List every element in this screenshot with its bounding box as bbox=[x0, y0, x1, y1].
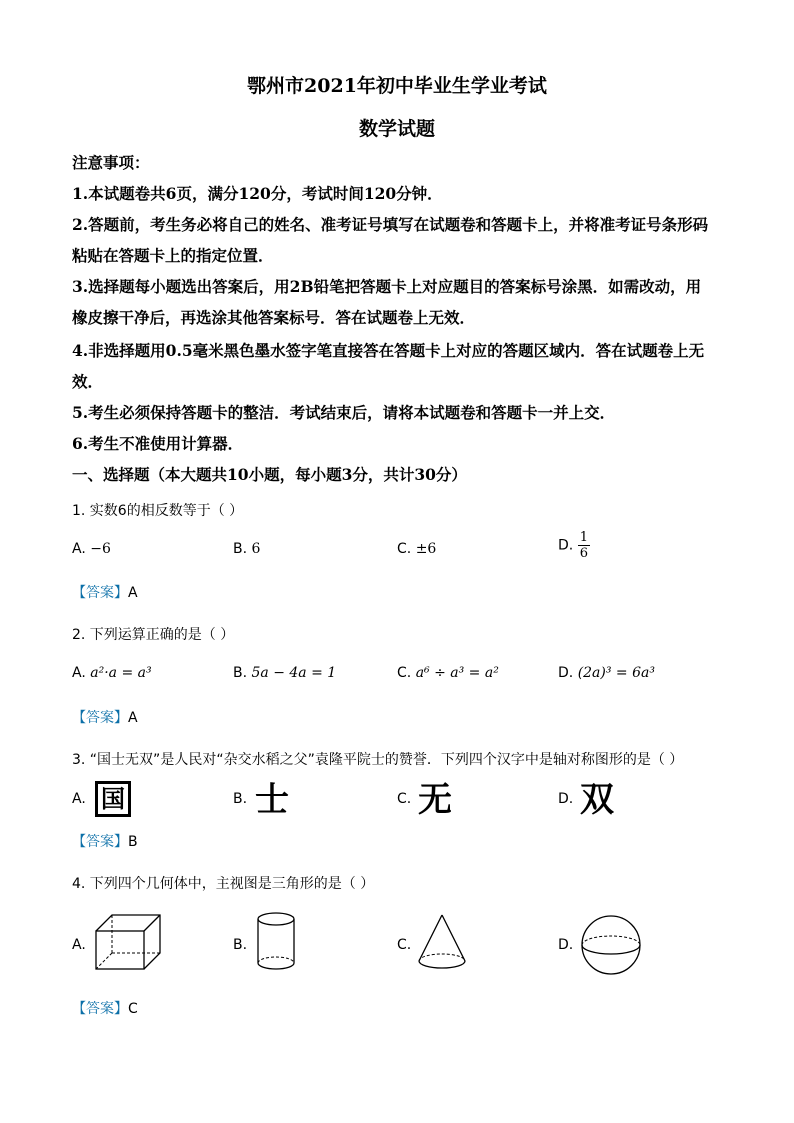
option-1-b bbox=[233, 541, 260, 557]
question-stem-2: 2. 下列运算正确的是（ ） bbox=[72, 627, 235, 643]
answer-line-4 bbox=[72, 998, 138, 1018]
note-item: 效． bbox=[72, 372, 104, 391]
option-1-c bbox=[397, 541, 436, 557]
cube-icon bbox=[92, 911, 164, 973]
option-label: D. bbox=[558, 665, 574, 681]
option-text: 6 bbox=[251, 541, 261, 557]
answer-tag: 【答案】 bbox=[72, 1001, 128, 1017]
question-stem-1: 1. 实数6的相反数等于（ ） bbox=[72, 503, 244, 519]
option-2-a bbox=[72, 665, 152, 681]
note-item: 5.考生必须保持答题卡的整洁．考试结束后，请将本试题卷和答题卡一并上交． bbox=[72, 403, 616, 422]
fraction bbox=[578, 530, 590, 561]
section-heading: 一、选择题（本大题共10小题，每小题3分，共计30分） bbox=[72, 465, 467, 484]
option-label: C. bbox=[397, 541, 412, 557]
answer-tag: 【答案】 bbox=[72, 834, 128, 850]
cone-icon bbox=[415, 911, 469, 973]
answer-value: A bbox=[128, 585, 138, 601]
question-stem-3: 3. “国士无双”是人民对“杂交水稻之父”袁隆平院士的赞誉．下列四个汉字中是轴对称图形的是（ ） bbox=[72, 752, 684, 768]
page-title: 鄂州市2021年初中毕业生学业考试 bbox=[247, 75, 547, 97]
page-subtitle: 数学试题 bbox=[358, 118, 435, 140]
option-1-a bbox=[72, 541, 111, 557]
question-stem-4: 4. 下列四个几何体中，主视图是三角形的是（ ） bbox=[72, 876, 375, 892]
option-text: (2a)³ = 6a³ bbox=[577, 665, 655, 681]
option-label: B. bbox=[233, 541, 248, 557]
option-label: B. bbox=[233, 665, 248, 681]
option-3-d-label: D. bbox=[558, 791, 574, 807]
option-4-c-label: C. bbox=[397, 937, 412, 953]
option-label: C. bbox=[397, 665, 412, 681]
option-text: a⁶ ÷ a³ = a² bbox=[415, 665, 499, 681]
glyph-shuang: 双 bbox=[580, 780, 614, 820]
answer-tag: 【答案】 bbox=[72, 710, 128, 726]
cylinder-icon bbox=[255, 911, 297, 973]
fraction-denominator: 6 bbox=[579, 546, 588, 561]
answer-line-2 bbox=[72, 707, 138, 727]
glyph-guo-inner: 国 bbox=[98, 784, 128, 814]
option-4-d-label: D. bbox=[558, 937, 574, 953]
answer-value: C bbox=[128, 1001, 138, 1017]
option-text: −6 bbox=[90, 541, 111, 557]
option-3-b-label: B. bbox=[233, 791, 248, 807]
option-label: A. bbox=[72, 541, 86, 557]
option-text: a²·a = a³ bbox=[90, 665, 152, 681]
note-item: 4.非选择题用0.5毫米黑色墨水签字笔直接答在答题卡上对应的答题区域内．答在试题卷上无 bbox=[72, 341, 705, 360]
glyph-wu: 无 bbox=[418, 780, 452, 820]
sphere-icon bbox=[578, 912, 644, 978]
answer-line-3 bbox=[72, 831, 138, 851]
option-3-c-label: C. bbox=[397, 791, 412, 807]
option-2-c bbox=[397, 665, 499, 681]
note-item: 橡皮擦干净后，再选涂其他答案标号．答在试题卷上无效． bbox=[72, 308, 476, 327]
answer-line-1 bbox=[72, 582, 138, 602]
option-label: A. bbox=[72, 665, 86, 681]
glyph-guo-box bbox=[95, 781, 131, 817]
note-item: 粘贴在答题卡上的指定位置． bbox=[72, 246, 274, 265]
option-3-a-label: A. bbox=[72, 791, 86, 807]
note-item: 3.选择题每小题选出答案后，用2B铅笔把答题卡上对应题目的答案标号涂黑．如需改动，用 bbox=[72, 277, 702, 296]
option-1-d bbox=[558, 530, 590, 561]
option-text: ±6 bbox=[415, 541, 437, 557]
notes-heading: 注意事项： bbox=[72, 153, 150, 172]
glyph-shi: 士 bbox=[255, 780, 289, 820]
answer-value: A bbox=[128, 710, 138, 726]
note-item: 6.考生不准使用计算器． bbox=[72, 434, 244, 453]
option-label: D. bbox=[558, 537, 574, 554]
option-2-d bbox=[558, 665, 655, 681]
fraction-numerator: 1 bbox=[579, 530, 588, 545]
answer-tag: 【答案】 bbox=[72, 585, 128, 601]
note-item: 2.答题前，考生务必将自己的姓名、准考证号填写在试题卷和答题卡上，并将准考证号条形码 bbox=[72, 215, 709, 234]
option-4-a-label: A. bbox=[72, 937, 86, 953]
answer-value: B bbox=[128, 834, 138, 850]
note-item: 1.本试题卷共6页，满分120分，考试时间120分钟． bbox=[72, 184, 443, 203]
option-text: 5a − 4a = 1 bbox=[251, 665, 337, 681]
option-4-b-label: B. bbox=[233, 937, 248, 953]
option-2-b bbox=[233, 665, 336, 681]
